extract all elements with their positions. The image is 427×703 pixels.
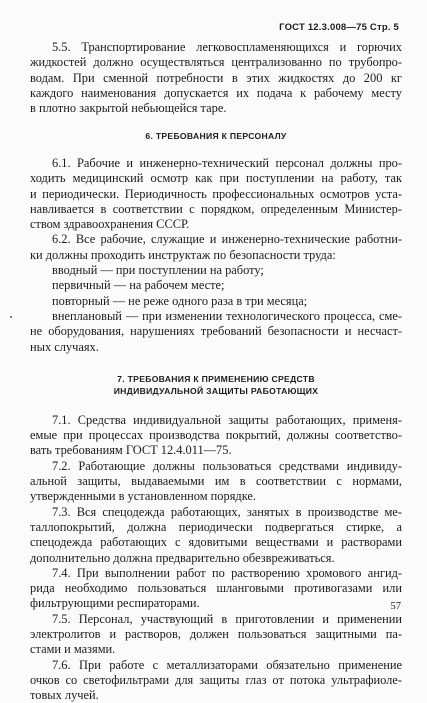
text-line: 6.2. Все рабочие, служащие и инженерно-технические работни- bbox=[52, 232, 402, 247]
paragraph-7-2 bbox=[30, 459, 402, 505]
text-line: ки должны проходить инструктаж по безопасности труда: bbox=[30, 247, 336, 262]
text-line: емые при процессах производства покрытий, должны соответство- bbox=[30, 428, 402, 443]
text-line: очков со светофильтрами для защиты глаз от потока ультрафиоле- bbox=[30, 672, 402, 687]
text-line: и периодически. Периодичность профессиональных осмотров уста- bbox=[30, 186, 402, 201]
section-7-heading-line-1: 7. ТРЕБОВАНИЯ К ПРИМЕНЕНИЮ СРЕДСТВ bbox=[117, 373, 315, 384]
text-line: 7.3. Вся спецодежда работающих, занятых в производстве ме- bbox=[52, 504, 402, 519]
text-line: 7.2. Работающие должны пользоваться средствами индивиду- bbox=[52, 458, 402, 473]
paragraph-6-1 bbox=[30, 156, 402, 232]
margin-speck bbox=[10, 316, 12, 318]
section-7-heading-line-2: ИНДИВИДУАЛЬНОЙ ЗАЩИТЫ РАБОТАЮЩИХ bbox=[113, 386, 319, 397]
text-line: вать требованиям ГОСТ 12.4.011—75. bbox=[30, 443, 232, 458]
text-line: повторный — не реже одного раза в три месяца; bbox=[52, 293, 308, 308]
text-line: 6.1. Рабочие и инженерно-технический персонал должны про- bbox=[52, 155, 402, 170]
text-line: электролитов и растворов, должен пользоваться защитными па- bbox=[30, 627, 402, 641]
text-line: в плотно закрытой небьющейся таре. bbox=[30, 101, 227, 116]
unscheduled-briefing bbox=[30, 309, 402, 355]
text-line: дополнительно должна предварительно обезвреживаться. bbox=[30, 550, 335, 565]
body-text bbox=[30, 40, 402, 703]
text-line: 7.1. Средства индивидуальной защиты работающих, применя- bbox=[52, 412, 402, 427]
paragraph-7-3 bbox=[30, 505, 402, 566]
paragraph-5-5 bbox=[30, 40, 402, 116]
text-line: ходить медицинский осмотр как при поступлении на работу, так bbox=[30, 171, 402, 186]
text-line: водам. При сменной потребности в этих жидкостях до 200 кг bbox=[30, 70, 402, 85]
section-7-heading bbox=[30, 373, 402, 398]
running-head: ГОСТ 12.3.008—75 Стр. 5 bbox=[279, 22, 399, 33]
text-line: 7.5. Персонал, участвующий в приготовлении и применении bbox=[52, 611, 402, 626]
text-line: жидкостей должно осуществляться централизованно по трубопро- bbox=[30, 55, 402, 70]
text-line: фильтрующими респираторами. bbox=[30, 596, 200, 611]
text-line: товых лучей. bbox=[30, 688, 99, 703]
text-line: 5.5. Транспортирование легковоспламеняющихся и горючих bbox=[52, 40, 402, 54]
paragraph-6-2 bbox=[30, 232, 402, 263]
text-line: вводный — при поступлении на работу; bbox=[52, 263, 264, 278]
text-line: стами и мазями. bbox=[30, 642, 116, 657]
text-line: первичный — на рабочем месте; bbox=[52, 278, 225, 293]
paragraph-7-1 bbox=[30, 413, 402, 459]
briefing-list bbox=[30, 263, 402, 309]
text-line: навливается в соответствии с порядком, определенным Министер- bbox=[30, 201, 402, 216]
page-number: 57 bbox=[390, 601, 401, 612]
text-line: ных случаях. bbox=[30, 339, 99, 354]
text-line: утвержденными в установленном порядке. bbox=[30, 489, 257, 504]
text-line: каждого наименования допускается их подача к рабочему месту bbox=[30, 85, 402, 100]
paragraph-7-6 bbox=[30, 658, 402, 703]
paragraph-7-5 bbox=[30, 612, 402, 658]
text-line: рида необходимо пользоваться шланговыми противогазами или bbox=[30, 581, 402, 596]
text-line: альной защиты, выдаваемыми им в соответствии с нормами, bbox=[30, 474, 402, 489]
section-6-heading: 6. ТРЕБОВАНИЯ К ПЕРСОНАЛУ bbox=[145, 131, 287, 142]
text-line: таллопокрытий, должна периодически подвергаться стирке, а bbox=[30, 519, 402, 534]
text-line: 7.4. При выполнении работ по растворению хромового ангид- bbox=[52, 565, 402, 580]
text-line: 7.6. При работе с металлизаторами обязательно применение bbox=[52, 657, 402, 672]
text-line: внеплановый — при изменении технологического процесса, сме- bbox=[52, 308, 402, 323]
paragraph-7-4 bbox=[30, 566, 402, 612]
text-line: ством здравоохранения СССР. bbox=[30, 217, 190, 232]
text-line: не оборудования, нарушениях требований безопасности и несчаст- bbox=[30, 324, 402, 339]
text-line: спецодежда работающих с ядовитыми веществами и растворами bbox=[30, 535, 402, 550]
